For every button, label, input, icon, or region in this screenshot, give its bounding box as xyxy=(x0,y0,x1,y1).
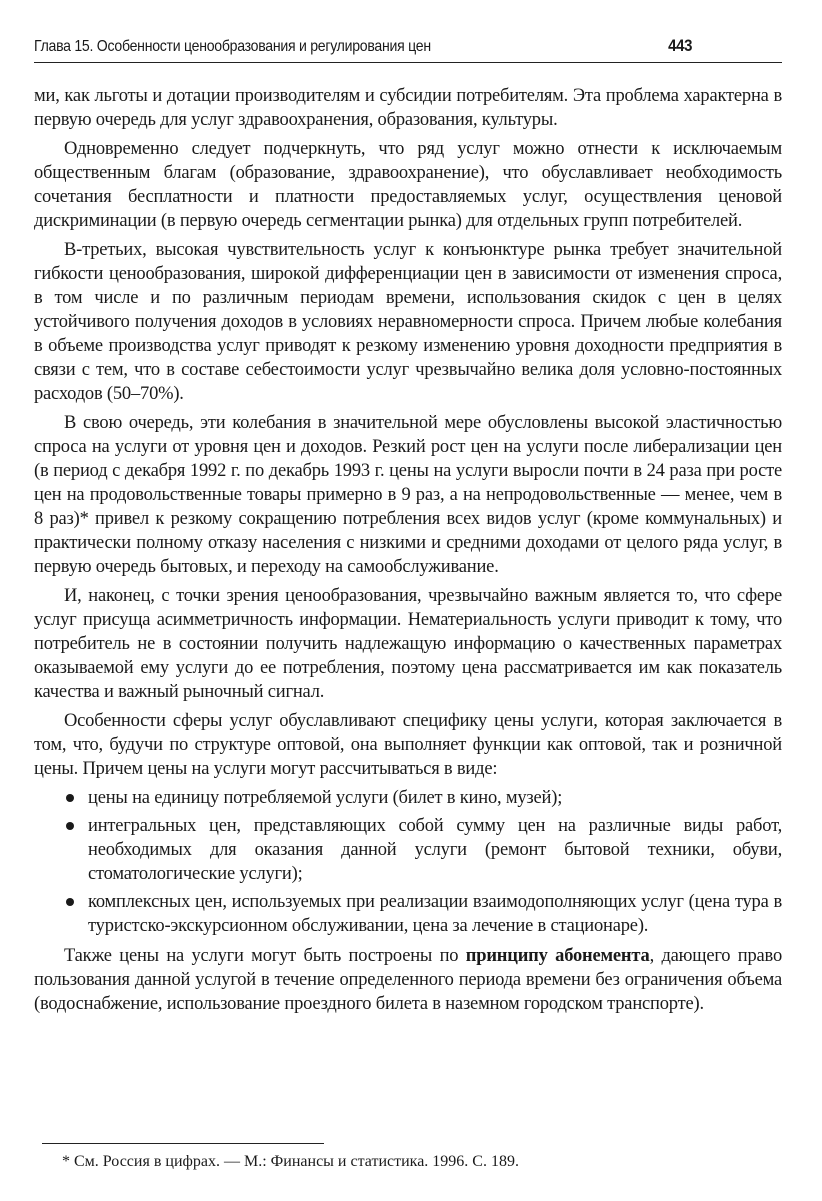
bullet-icon xyxy=(66,822,74,830)
paragraph-6: Особенности сферы услуг обуславливают специфику цены услуги, которая заключается в том, что, будучи по структуре оптовой, она выполняет функции как оптовой, так и розничной цены. Причем цены на услуги могут рассчитываться в виде: xyxy=(34,711,782,779)
list-item: интегральных цен, представляющих собой сумму цен на различные виды работ, необходимых для оказания данной услуги (ремонт бытовой техники, обуви, стоматологические услуги); xyxy=(34,814,782,886)
bullet-icon xyxy=(66,898,74,906)
footnote: * См. Россия в цифрах. — М.: Финансы и статистика. 1996. С. 189. xyxy=(62,1153,519,1170)
paragraph-5: И, наконец, с точки зрения ценообразования, чрезвычайно важным является то, что сфере услуг присуща асимметричность информации. Нематериальность услуги приводит к тому, что потребитель не в состоянии получить надлежащую информацию о качественных параметрах оказываемой ему услуги до ее потребления, поэтому цена рассматривается им как показатель качества и важный рыночный сигнал. xyxy=(34,586,782,702)
paragraph-7: Также цены на услуги могут быть построены по принципу абонемента, дающего право пользования данной услугой в течение определенного периода времени без ограничения объема (водоснабжение, использование проездного билета в наземном городском транспорте). xyxy=(34,946,782,1014)
paragraph-4: В свою очередь, эти колебания в значительной мере обусловлены высокой эластичностью спроса на услуги от уровня цен и доходов. Резкий рост цен на услуги после либерализации цен (в период с декабря 1992 г. по декабрь 1993 г. цены на услуги выросли почти в 24 раза при росте цен на продовольственные товары примерно в 9 раз, а на непродовольственные — менее, чем в 8 раз)* привел к резкому сокращению потребления всех видов услуг (кроме коммунальных) и практически полному отказу населения с низкими и средними доходами от целого ряда услуг, в первую очередь бытовых, и переходу на самообслуживание. xyxy=(34,413,782,577)
header-rule xyxy=(34,62,782,63)
paragraph-1: ми, как льготы и дотации производителям и субсидии потребителям. Эта проблема характерна в первую очередь для услуг здравоохранения, образования, культуры. xyxy=(34,86,782,130)
page-number: 443 xyxy=(668,36,693,55)
bullet-icon xyxy=(66,794,74,802)
chapter-title: Глава 15. Особенности ценообразования и регулирования цен xyxy=(34,38,431,55)
price-types-list xyxy=(34,786,782,938)
paragraph-2: Одновременно следует подчеркнуть, что ряд услуг можно отнести к исключаемым общественным благам (образование, здравоохранение), что обуславливает необходимость сочетания бесплатности и платности предоставляемых услуг, осуществления ценовой дискриминации (в первую очередь сегментации рынка) для отдельных групп потребителей. xyxy=(34,139,782,231)
subscription-principle-term: принципу абонемента xyxy=(465,946,650,966)
list-item: комплексных цен, используемых при реализации взаимодополняющих услуг (цена тура в туристско-экскурсионном обслуживании, цена за лечение в стационаре). xyxy=(34,890,782,938)
list-item: цены на единицу потребляемой услуги (билет в кино, музей); xyxy=(34,786,782,810)
body-text xyxy=(34,84,782,1021)
footnote-rule xyxy=(42,1143,324,1144)
running-header xyxy=(34,36,692,56)
paragraph-3: В-третьих, высокая чувствительность услуг к конъюнктуре рынка требует значительной гибкости ценообразования, широкой дифференциации цен в зависимости от изменения спроса, в том числе и по различным периодам времени, использования скидок с цен в целях устойчивого получения доходов в условиях неравномерности спроса. Причем любые колебания в объеме производства услуг приводят к резкому изменению уровня доходности предприятия в связи с тем, что в составе себестоимости услуг чрезвычайно велика доля условно-постоянных расходов (50–70%). xyxy=(34,240,782,404)
